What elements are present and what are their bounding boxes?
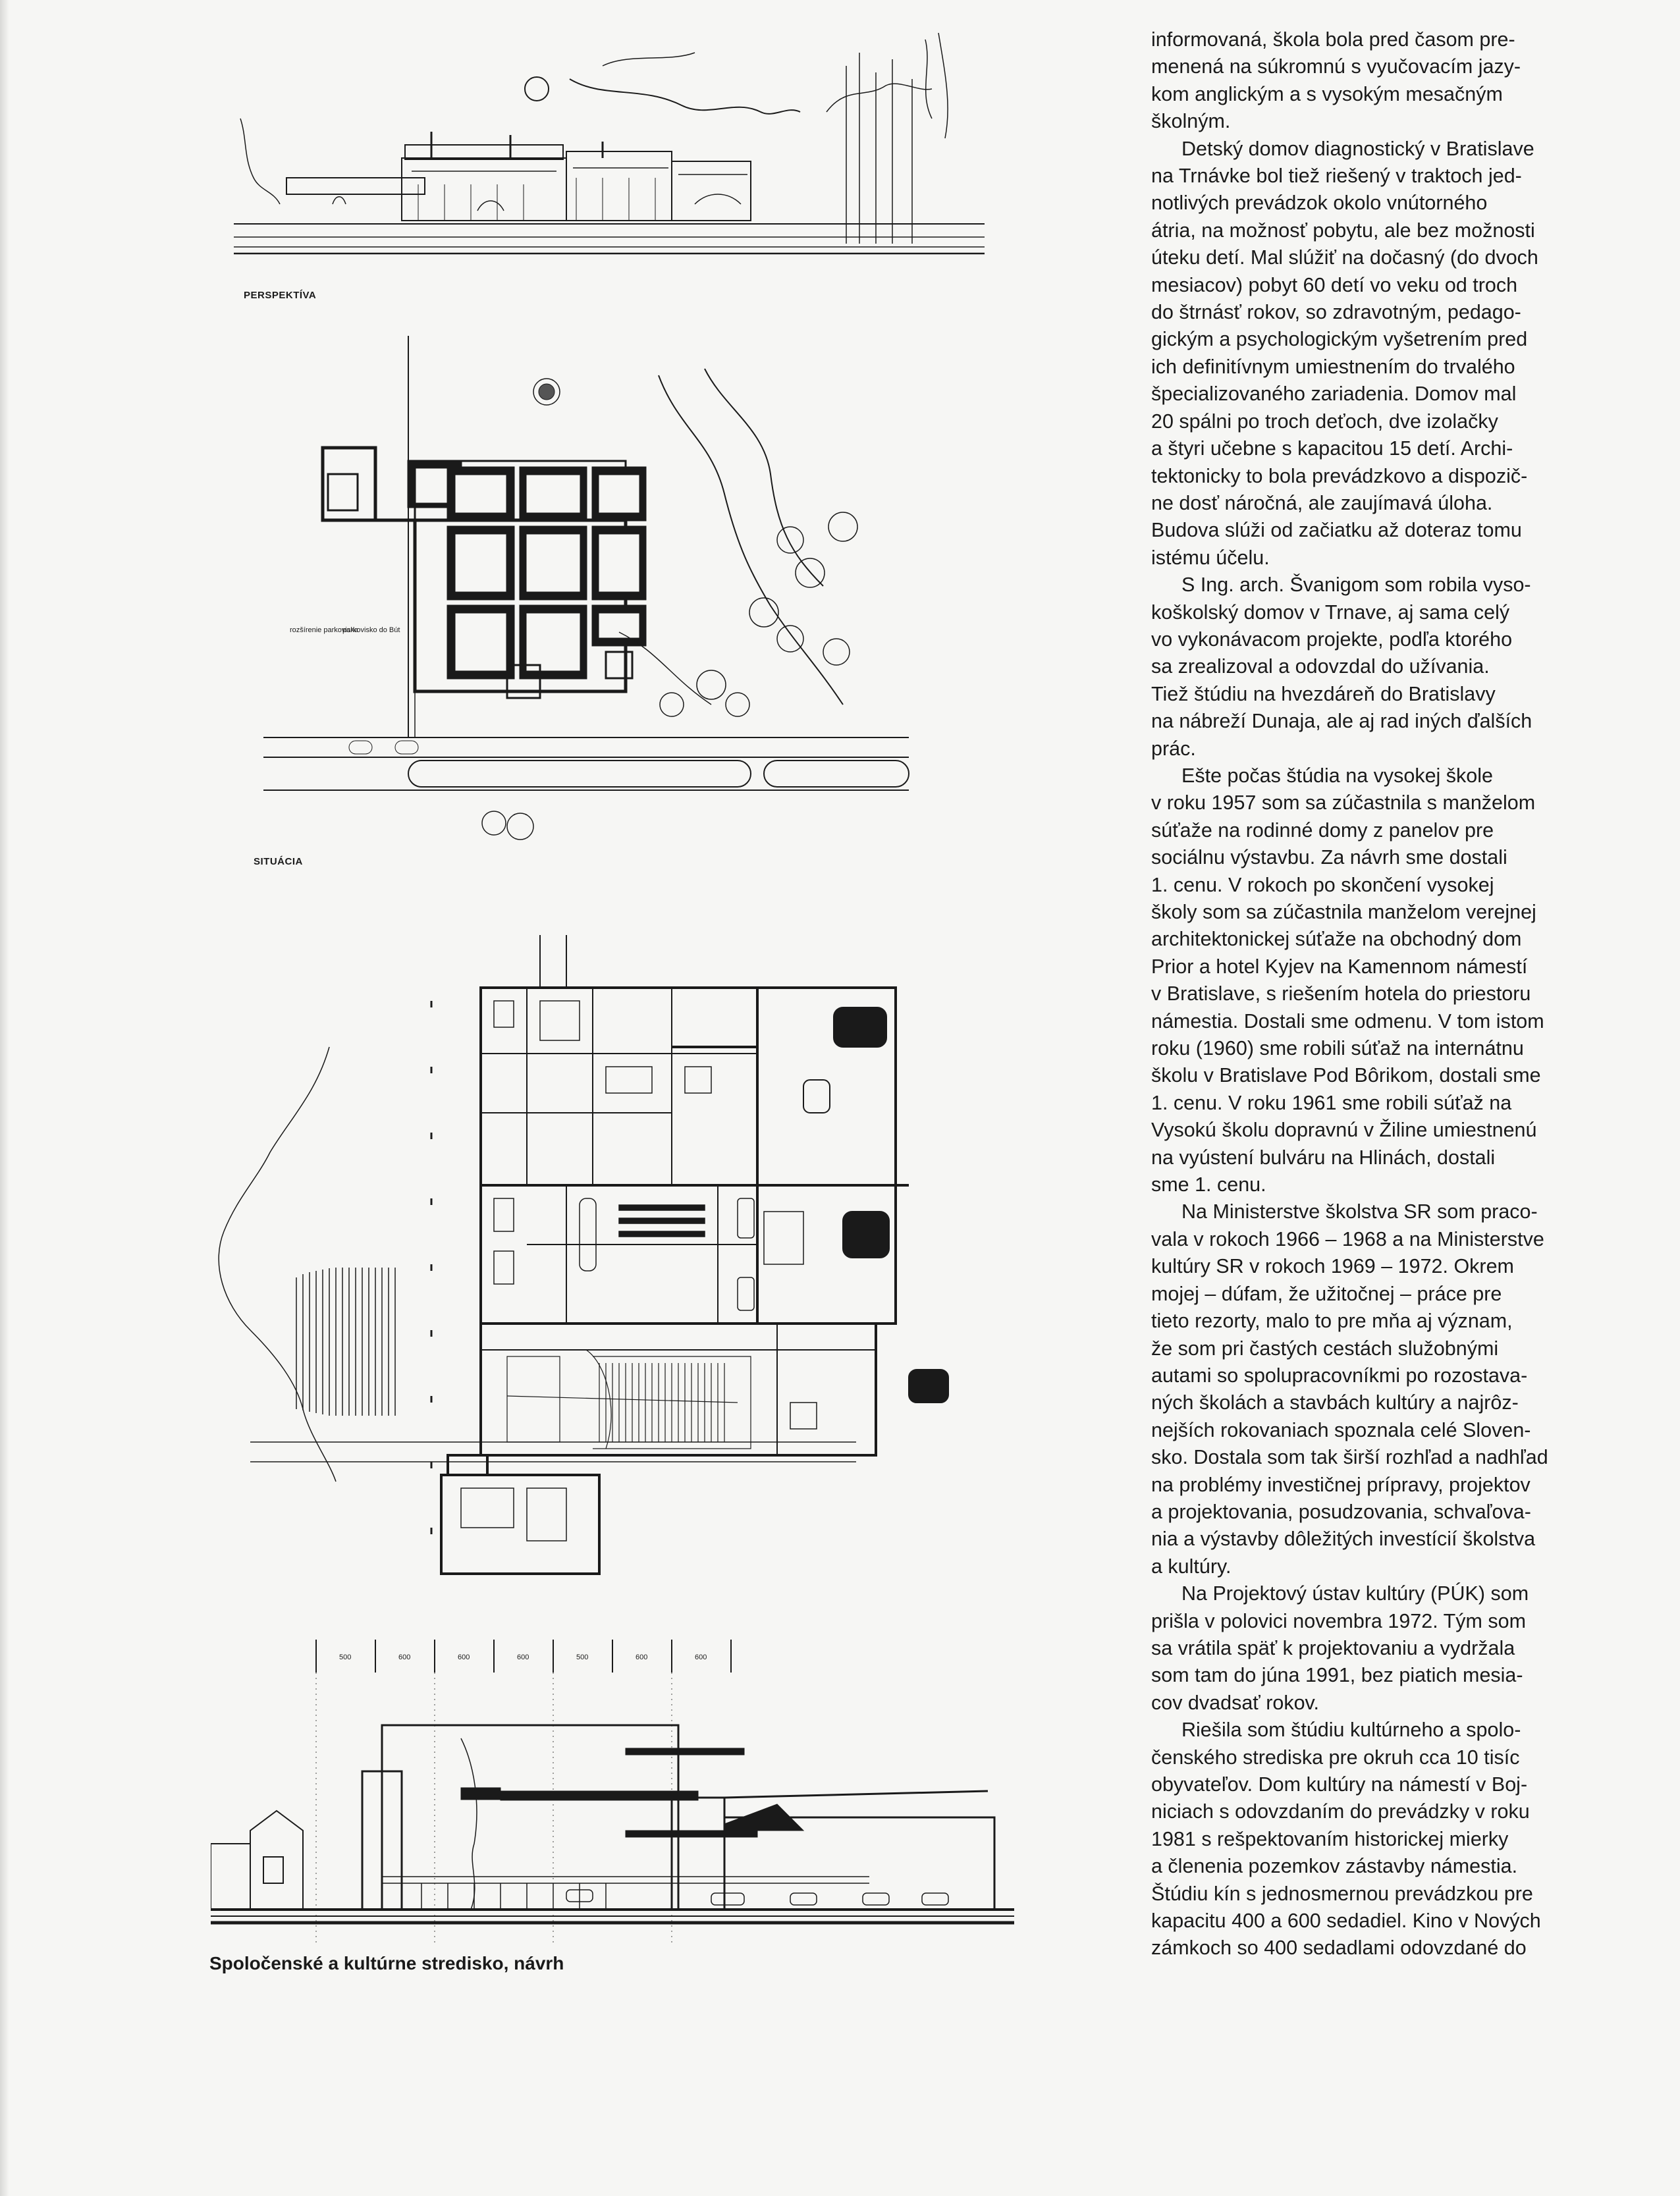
text-line: som tam do júna 1991, bez piatich mesia- [1151,1664,1523,1687]
text-line: v roku 1957 som sa zúčastnila s manželom [1151,791,1536,815]
text-line: sko. Dostala som tak širší rozhľad a nadhľad [1151,1446,1548,1469]
text-line: koškolský domov v Trnave, aj sama celý [1151,601,1510,624]
text-line: 1981 s rešpektovaním historickej mierky [1151,1827,1509,1850]
text-line: zámkoch so 400 sedadlami odovzdané do [1151,1937,1527,1960]
text-line: nia a výstavby dôležitých investícií školstva [1151,1528,1536,1551]
text-line: informovaná, škola bola pred časom pre- [1151,28,1515,51]
dimension-label: 500 [339,1653,352,1661]
text-line: ich definitívnym umiestnením do trvalého [1151,355,1515,378]
text-line: Prior a hotel Kyjev na Kamennom námestí [1151,955,1528,978]
text-line: námestia. Dostali sme odmenu. V tom istom [1151,1009,1544,1032]
text-line: vo vykonávacom projekte, podľa ktorého [1151,628,1513,651]
text-line: na problémy investičnej prípravy, projektov [1151,1473,1531,1496]
text-line: Detský domov diagnostický v Bratislave [1181,137,1534,160]
figure-caption: Spoločenské a kultúrne stredisko, návrh [209,1953,564,1973]
text-line: 20 spálni po troch deťoch, dve izolačky [1151,410,1498,433]
dimension-label: 600 [398,1653,411,1661]
text-line: istému účelu. [1151,546,1270,569]
text-line: mojej – dúfam, že užitočnej – práce pre [1151,1282,1502,1305]
text-line: átria, na možnosť pobytu, ale bez možnosti [1151,219,1535,242]
text-line: a členenia pozemkov zástavby námestia. [1151,1855,1518,1878]
text-line: architektonickej súťaže na obchodný dom [1151,928,1522,951]
text-line: Tiež štúdiu na hvezdáreň do Bratislavy [1151,682,1496,705]
text-line: sa zrealizoval a odovzdal do užívania. [1151,655,1490,678]
text-line: sme 1. cenu. [1151,1173,1266,1196]
dimension-label: 500 [576,1653,589,1661]
text-line: úteku detí. Mal slúžiť na dočasný (do dvoch [1151,246,1538,269]
text-line: nejších rokovaniach spoznala celé Sloven- [1151,1418,1531,1441]
text-line: školy som sa zúčastnila manželom verejnej [1151,901,1536,923]
site-note-left: rozšírenie parkoviska [290,626,358,634]
text-line: kapacitu 400 a 600 sedadiel. Kino v Nových [1151,1910,1541,1933]
text-line: Na Projektový ústav kultúry (PÚK) som [1181,1582,1529,1605]
perspective-drawing [234,26,991,270]
text-line: a kultúry. [1151,1555,1232,1578]
dimension-label: 600 [695,1653,707,1661]
text-line: gickým a psychologickým vyšetrením pred [1151,328,1528,351]
text-line: obyvateľov. Dom kultúry na námestí v Boj- [1151,1773,1528,1796]
text-line: sa vrátila späť k projektovaniu a vydržala [1151,1636,1515,1659]
text-line: čenského strediska pre okruh cca 10 tisíc [1151,1746,1520,1769]
text-line: kom anglickým a s vysokým mesačným [1151,82,1503,105]
dimension-label: 600 [636,1653,648,1661]
text-line: autami so spolupracovníkmi po rozostava- [1151,1364,1528,1387]
text-line: niciach s odovzdaním do prevádzky v roku [1151,1800,1530,1823]
text-line: školným. [1151,110,1231,133]
text-line: notlivých prevádzok okolo vnútorného [1151,192,1488,215]
text-line: na Trnávke bol tiež riešený v traktoch jed- [1151,165,1522,188]
text-line: na nábreží Dunaja, ale aj rad iných ďalších [1151,710,1532,733]
text-line: na vyústení bulváru na Hlinách, dostali [1151,1146,1496,1169]
text-line: v Bratislave, s riešením hotela do priestoru [1151,982,1531,1005]
page-edge-shadow [0,0,9,2196]
text-line: a projektovania, posudzovania, schvaľova- [1151,1500,1531,1523]
body-text-column [1151,26,1586,1962]
text-line: špecializovaného zariadenia. Domov mal [1151,383,1517,406]
text-line: že som pri častých cestách služobnými [1151,1337,1499,1360]
text-line: a štyri učebne s kapacitou 15 detí. Archi- [1151,437,1513,460]
text-line: kultúry SR v rokoch 1969 – 1972. Okrem [1151,1255,1514,1278]
text-line: súťaže na rodinné domy z panelov pre [1151,818,1494,842]
text-line: 1. cenu. V roku 1961 sme robili súťaž na [1151,1091,1512,1114]
text-line: 1. cenu. V rokoch po skončení vysokej [1151,873,1494,896]
text-line: sociálnu výstavbu. Za návrh sme dostali [1151,846,1507,869]
text-line: Vysokú školu dopravnú v Žiline umiestnenú [1151,1119,1537,1142]
text-line: roku (1960) sme robili súťaž na internátnu [1151,1037,1524,1060]
text-line: vala v rokoch 1966 – 1968 a na Ministerstve [1151,1227,1544,1250]
text-line: tieto rezorty, malo to pre mňa aj význam, [1151,1310,1513,1333]
text-line: Štúdiu kín s jednosmernou prevádzkou pre [1151,1882,1533,1905]
text-line: ných školách a stavbách kultúry a najrôz- [1151,1391,1519,1414]
text-line: Na Ministerstve školstva SR som praco- [1181,1200,1538,1223]
text-line: prišla v polovici novembra 1972. Tým som [1151,1609,1527,1632]
text-line: prác. [1151,737,1196,760]
text-line: mesiacov) pobyt 60 detí vo veku od troch [1151,273,1518,296]
elevation-drawing [211,1633,1014,1942]
site-note-right: parkovisko do Bút [342,626,400,634]
site-label: SITUÁCIA [254,856,303,867]
text-line: do štrnásť rokov, so zdravotným, pedago- [1151,301,1521,324]
text-line: tektonicky to bola prevádzkovo a dispozič- [1151,464,1528,487]
site-plan-drawing [250,336,922,856]
dimension-label: 600 [458,1653,470,1661]
text-line: menená na súkromnú s vyučovacím jazy- [1151,55,1521,78]
text-line: S Ing. arch. Švanigom som robila vyso- [1181,574,1531,597]
text-line: Riešila som štúdiu kultúrneho a spolo- [1181,1719,1521,1742]
text-line: ne dosť náročná, ale zaujímavá úloha. [1151,491,1493,514]
perspective-label: PERSPEKTÍVA [244,290,317,301]
text-line: Budova slúži od začiatku až doteraz tomu [1151,519,1522,542]
text-line: Ešte počas štúdia na vysokej škole [1181,764,1494,787]
text-line: cov dvadsať rokov. [1151,1691,1319,1714]
text-line: školu v Bratislave Pod Bôrikom, dostali sme [1151,1064,1541,1087]
floor-plan-drawing [198,935,1067,1633]
dimension-label: 600 [517,1653,529,1661]
